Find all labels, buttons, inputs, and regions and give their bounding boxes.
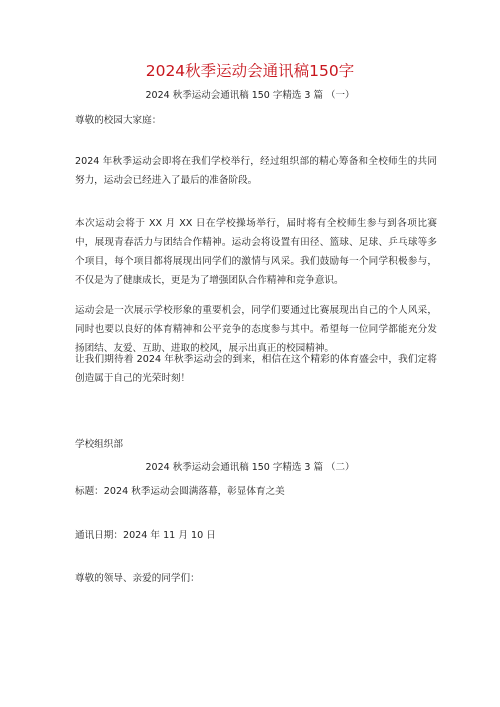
paragraph-4: 让我们期待着 2024 年秋季运动会的到来，相信在这个精彩的体育盛会中，我们定将创造属于自己的光荣时刻！: [75, 354, 437, 384]
paragraph-1: 2024 年秋季运动会即将在我们学校举行，经过组织部的精心筹备和全校师生的共同努力，运动会已经进入了最后的准备阶段。: [75, 156, 437, 186]
greeting-1: 尊敬的校园大家庭：: [75, 115, 162, 126]
paragraph-3: 运动会是一次展示学校形象的重要机会，同学们要通过比赛展现出自己的个人风采，同时也要以良好的体育精神和公平竞争的态度参与其中。希望每一位同学都能充分发扬团结、友爱、互助、进取的校风，展示出真正的校园精神。: [75, 305, 437, 354]
signature: 学校组织部: [75, 439, 123, 450]
section-subtitle-2: 2024 秋季运动会通讯稿 150 字精选 3 篇 （二）: [145, 462, 355, 473]
document-title: 2024秋季运动会通讯稿150字: [145, 62, 355, 80]
headline: 标题：2024 秋季运动会圆满落幕，彰显体育之美: [75, 486, 285, 497]
section-subtitle-1: 2024 秋季运动会通讯稿 150 字精选 3 篇 （一）: [145, 90, 355, 101]
date-line: 通讯日期：2024 年 11 月 10 日: [75, 530, 216, 541]
greeting-2: 尊敬的领导、亲爱的同学们：: [75, 573, 200, 584]
paragraph-2: 本次运动会将于 XX 月 XX 日在学校操场举行，届时将有全校师生参与到各项比赛中，展现青春活力与团结合作精神。运动会将设置有田径、篮球、足球、乒乓球等多个项目，每个项目都将展现出同学们的激情与风采。我们鼓励每一个同学积极参与，不仅是为了健康成长，更是为了增强团队合作精神和竞争意识。: [75, 218, 437, 286]
